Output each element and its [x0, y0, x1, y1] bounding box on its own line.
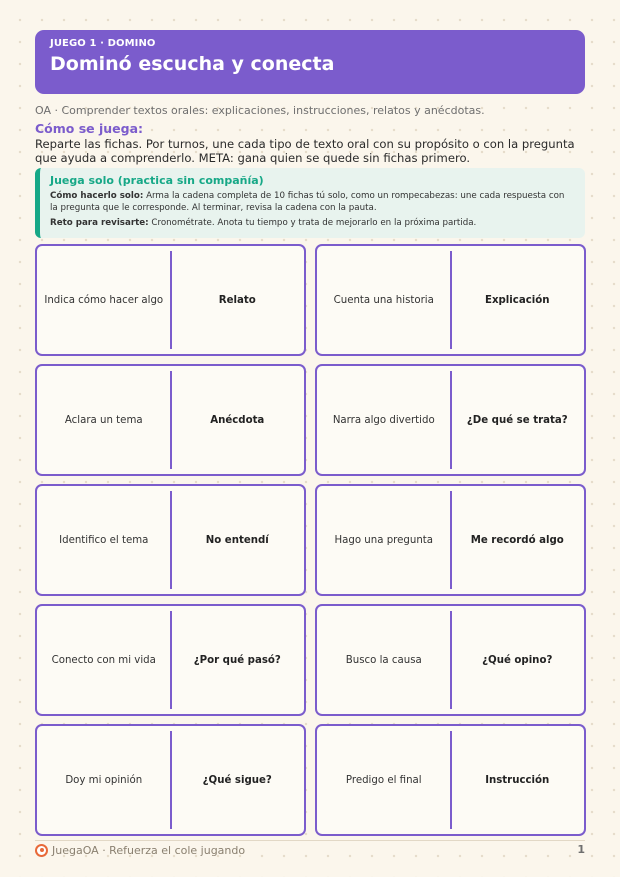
tile-divider	[450, 371, 452, 469]
page-header	[35, 30, 585, 94]
how-to-play-title: Cómo se juega:	[35, 121, 144, 136]
tile-right-text: Anécdota	[210, 414, 265, 426]
solo-how-text: Arma la cadena completa de 10 fichas tú solo, como un rompecabezas: une cada respuesta con la pregunta que le corresponde. Al terminar, revisa la cadena con la pauta.	[50, 191, 565, 213]
tile-divider	[170, 611, 172, 709]
tile-right-text: ¿De qué se trata?	[466, 414, 568, 426]
tile-right-text: No entendí	[205, 534, 269, 546]
domino-tile	[315, 244, 586, 356]
domino-tile	[35, 724, 306, 836]
solo-how-line	[50, 190, 573, 214]
tile-left-text: Predigo el final	[345, 774, 422, 786]
solo-play-box	[35, 168, 585, 238]
footer-divider	[35, 840, 585, 841]
domino-tile	[35, 364, 306, 476]
footer-brand: JuegaOA · Refuerza el cole jugando	[52, 843, 246, 857]
tile-divider	[450, 731, 452, 829]
tile-left-text: Indica cómo hacer algo	[44, 294, 164, 306]
tile-divider	[450, 491, 452, 589]
page-title: Dominó escucha y conecta	[50, 53, 335, 75]
domino-tile	[35, 244, 306, 356]
domino-tile	[315, 604, 586, 716]
domino-tile	[315, 484, 586, 596]
domino-tile	[315, 724, 586, 836]
tile-left-text: Doy mi opinión	[65, 774, 143, 786]
solo-how-label: Cómo hacerlo solo:	[50, 191, 144, 201]
tile-divider	[170, 731, 172, 829]
tile-left-text: Identifico el tema	[59, 534, 149, 546]
tile-divider	[450, 251, 452, 349]
tile-right-text: ¿Por qué pasó?	[193, 654, 281, 666]
page-footer	[35, 843, 585, 857]
solo-challenge-label: Reto para revisarte:	[50, 218, 149, 228]
tile-divider	[170, 491, 172, 589]
tile-divider	[170, 251, 172, 349]
tile-left-text: Busco la causa	[345, 654, 422, 666]
solo-challenge-line	[50, 217, 573, 229]
tile-right-text: ¿Qué opino?	[482, 654, 553, 666]
tile-left-text: Hago una pregunta	[334, 534, 434, 546]
domino-tile	[35, 604, 306, 716]
tile-right-text: Instrucción	[485, 774, 550, 786]
page-number: 1	[577, 843, 585, 856]
solo-challenge-text: Cronométrate. Anota tu tiempo y trata de mejorarlo en la próxima partida.	[151, 218, 477, 228]
tile-right-text: Explicación	[484, 294, 550, 306]
tile-left-text: Cuenta una historia	[333, 294, 434, 306]
tile-divider	[170, 371, 172, 469]
domino-tiles-grid	[35, 244, 586, 836]
tile-left-text: Aclara un tema	[64, 414, 143, 426]
game-kicker: JUEGO 1 · DOMINO	[50, 38, 156, 49]
how-to-play-text: Reparte las fichas. Por turnos, une cada tipo de texto oral con su propósito o con la pregunta que ayuda a comprenderlo. META: gana quien se quede sin fichas primero.	[35, 137, 575, 165]
target-icon	[35, 844, 48, 857]
solo-play-title: Juega solo (practica sin compañía)	[50, 174, 264, 187]
learning-objective: OA · Comprender textos orales: explicaciones, instrucciones, relatos y anécdotas.	[35, 104, 485, 117]
domino-tile	[315, 364, 586, 476]
domino-tile	[35, 484, 306, 596]
tile-right-text: ¿Qué sigue?	[202, 774, 272, 786]
tile-left-text: Conecto con mi vida	[51, 654, 156, 666]
tile-divider	[450, 611, 452, 709]
tile-left-text: Narra algo divertido	[332, 414, 435, 426]
tile-right-text: Relato	[218, 294, 256, 306]
tile-right-text: Me recordó algo	[470, 534, 564, 546]
